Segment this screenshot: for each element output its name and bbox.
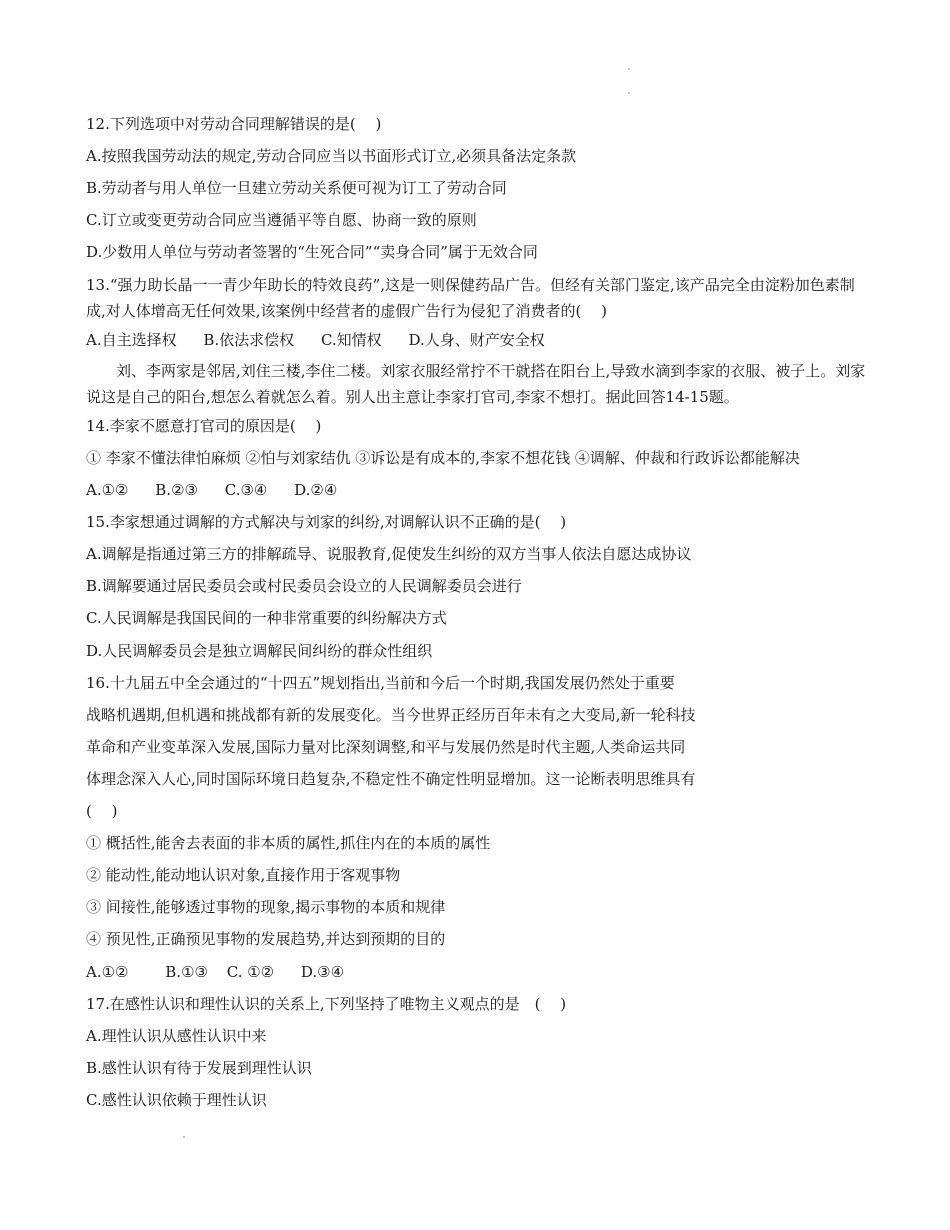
question-16-statement-2: ② 能动性,能动地认识对象,直接作用于客观事物 <box>86 866 401 884</box>
question-12-option-b: B.劳动者与用人单位一旦建立劳动关系便可视为订工了劳动合同 <box>86 179 507 197</box>
question-16-option-c: C. ①② <box>226 963 275 981</box>
question-16-stem-line-5: ( ) <box>86 802 118 820</box>
question-12-option-d: D.少数用人单位与劳动者签署的“生死合同”“卖身合同”属于无效合同 <box>86 243 538 261</box>
question-13-option-a: A.自主选择权 <box>86 331 177 349</box>
question-13-stem: 13.“强力助长晶一一青少年助长的特效良药”,这是一则保健药品广告。但经有关部门鉴定,该产品完全由淀粉加色素制成,对人体增高无任何效果,该案例中经营者的虚假广告行为侵犯了消费者的( ) <box>86 276 855 320</box>
question-13-option-b: B.依法求偿权 <box>203 331 295 349</box>
scan-speck <box>628 92 630 94</box>
question-17-option-b: B.感性认识有待于发展到理性认识 <box>86 1059 312 1077</box>
question-14-options <box>86 480 359 500</box>
question-16-stem-line-4: 体理念深入人心,同时国际环境日趋复杂,不稳定性不确定性明显增加。这一论断表明思维具有 <box>86 770 696 788</box>
question-12-stem: 12.下列选项中对劳动合同理解错误的是( ) <box>86 115 382 133</box>
question-16-stem-line-1: 16.十九届五中全会通过的“十四五”规划指出,当前和今后一个时期,我国发展仍然处于重要 <box>86 674 675 692</box>
question-15-option-a: A.调解是指通过第三方的排解疏导、说服教育,促使发生纠纷的双方当事人依法自愿达成协议 <box>86 545 692 563</box>
question-15-stem: 15.李家想通过调解的方式解决与刘家的纠纷,对调解认识不正确的是( ) <box>86 513 567 531</box>
question-16-option-b: B.①③ <box>165 963 208 981</box>
question-16-option-a: A.①② <box>86 963 129 981</box>
question-16-statement-3: ③ 间接性,能够透过事物的现象,揭示事物的本质和规律 <box>86 898 446 916</box>
question-17-option-a: A.理性认识从感性认识中来 <box>86 1027 267 1045</box>
question-15-option-c: C.人民调解是我国民间的一种非常重要的纠纷解决方式 <box>86 609 447 627</box>
question-14-stem: 14.李家不愿意打官司的原因是( ) <box>86 417 322 435</box>
question-16-options <box>86 962 366 982</box>
question-13-options <box>86 330 567 350</box>
scan-speck <box>183 1136 185 1138</box>
question-14-option-b: B.②③ <box>155 481 198 499</box>
question-17-option-c: C.感性认识依赖于理性认识 <box>86 1091 267 1109</box>
question-15-option-b: B.调解要通过居民委员会或村民委员会设立的人民调解委员会进行 <box>86 577 522 595</box>
question-13-option-d: D.人身、财产安全权 <box>408 331 545 349</box>
passage-14-15: 刘、李两家是邻居,刘住三楼,李住二楼。刘家衣服经常拧不干就搭在阳台上,导致水滴到李家的衣服、被子上。刘家说这是自己的阳台,想怎么着就怎么着。别人出主意让李家打官司,李家不想打。据此回答14-15题。 <box>86 362 866 406</box>
question-12-option-a: A.按照我国劳动法的规定,劳动合同应当以书面形式订立,必须具备法定条款 <box>86 147 577 165</box>
question-14-statements: ① 李家不懂法律怕麻烦 ②怕与刘家结仇 ③诉讼是有成本的,李家不想花钱 ④调解、仲裁和行政诉讼都能解决 <box>86 449 800 467</box>
question-16-statement-4: ④ 预见性,正确预见事物的发展趋势,并达到预期的目的 <box>86 930 446 948</box>
question-14-option-c: C.③④ <box>224 481 268 499</box>
question-14-option-a: A.①② <box>86 481 129 499</box>
question-16-stem-line-2: 战略机遇期,但机遇和挑战都有新的发展变化。当今世界正经历百年未有之大变局,新一轮科技 <box>86 706 696 724</box>
question-16-stem-line-3: 革命和产业变革深入发展,国际力量对比深刻调整,和平与发展仍然是时代主题,人类命运共同 <box>86 738 686 756</box>
question-15-option-d: D.人民调解委员会是独立调解民间纠纷的群众性组织 <box>86 642 433 660</box>
question-14-option-d: D.②④ <box>294 481 338 499</box>
question-16-option-d: D.③④ <box>300 963 345 981</box>
question-13-option-c: C.知情权 <box>320 331 382 349</box>
question-17-stem: 17.在感性认识和理性认识的关系上,下列坚持了唯物主义观点的是 ( ) <box>86 995 567 1013</box>
question-12-option-c: C.订立或变更劳动合同应当遵循平等自愿、协商一致的原则 <box>86 211 477 229</box>
question-16-statement-1: ① 概括性,能舍去表面的非本质的属性,抓住内在的本质的属性 <box>86 834 491 852</box>
scan-speck <box>628 68 630 70</box>
